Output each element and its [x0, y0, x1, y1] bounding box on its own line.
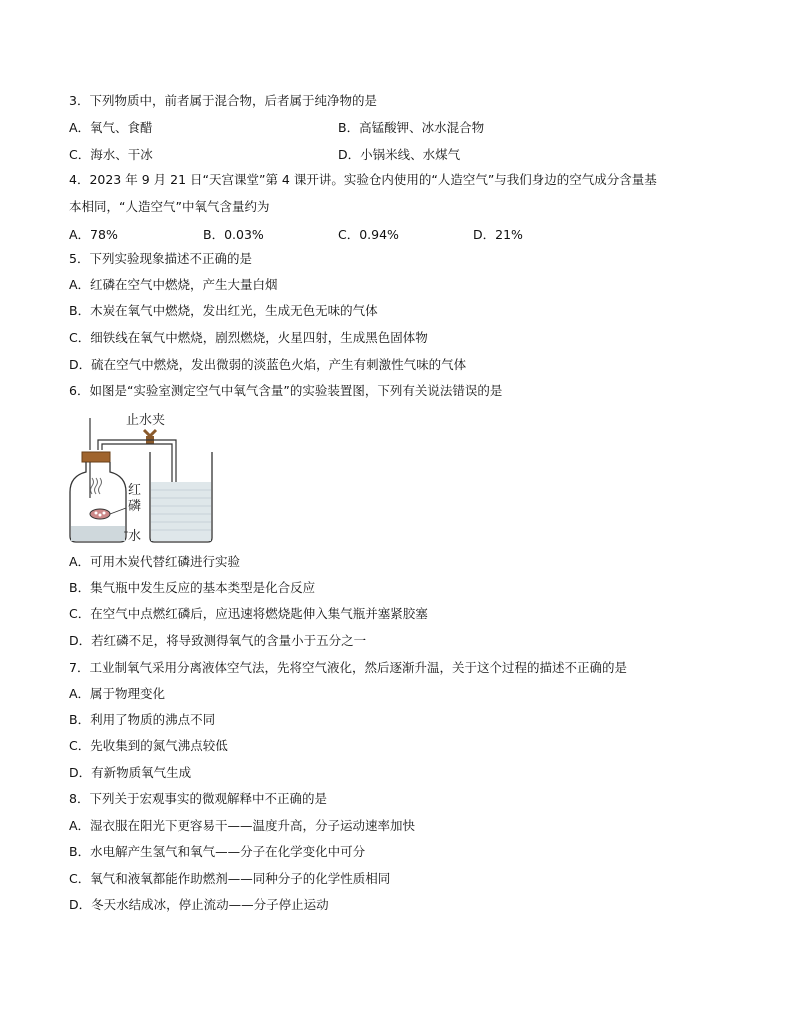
question-5-option-a: A．红磷在空气中燃烧，产生大量白烟: [69, 277, 278, 292]
question-7-option-b: B．利用了物质的沸点不同: [69, 712, 216, 727]
rubber-stopper: [82, 452, 110, 462]
question-6-option-c: C．在空气中点燃红磷后，应迅速将燃烧匙伸入集气瓶并塞紧胶塞: [69, 606, 428, 621]
question-8-option-d: D．冬天水结成冰，停止流动——分子停止运动: [69, 897, 329, 912]
question-3-stem: 3．下列物质中，前者属于混合物，后者属于纯净物的是: [69, 93, 377, 108]
question-4-option-d: D．21%: [473, 227, 523, 242]
question-6-option-a: A．可用木炭代替红磷进行实验: [69, 554, 241, 569]
red-label: 红: [128, 483, 142, 498]
question-4-option-b: B．0.03%: [203, 227, 264, 242]
oxygen-measurement-apparatus-diagram: [66, 410, 216, 546]
water-label: 水: [128, 529, 142, 544]
question-3-option-d: D．小锅米线、水煤气: [338, 147, 461, 162]
question-5-stem: 5．下列实验现象描述不正确的是: [69, 251, 252, 266]
question-7-option-d: D．有新物质氧气生成: [69, 765, 192, 780]
clamp-label: 止水夹: [126, 413, 166, 428]
question-6-option-b: B．集气瓶中发生反应的基本类型是化合反应: [69, 580, 316, 595]
phosphorus-label: 磷: [128, 499, 142, 514]
question-8-option-a: A．湿衣服在阳光下更容易干——温度升高，分子运动速率加快: [69, 818, 416, 833]
question-4-stem-line-2: 本相同，“人造空气”中氧气含量约为: [69, 199, 270, 214]
question-6-stem: 6．如图是“实验室测定空气中氧气含量”的实验装置图，下列有关说法错误的是: [69, 383, 503, 398]
question-4-option-a: A．78%: [69, 227, 118, 242]
question-3-option-b: B．高锰酸钾、冰水混合物: [338, 120, 485, 135]
question-3-option-c: C．海水、干冰: [69, 147, 153, 162]
question-4-option-c: C．0.94%: [338, 227, 399, 242]
bottle-water: [71, 526, 125, 541]
question-7-option-c: C．先收集到的氮气沸点较低: [69, 738, 228, 753]
question-3-option-a: A．氧气、食醋: [69, 120, 153, 135]
question-8-option-b: B．水电解产生氢气和氧气——分子在化学变化中可分: [69, 844, 366, 859]
smoke-icon: [91, 478, 94, 494]
question-8-stem: 8．下列关于宏观事实的微观解释中不正确的是: [69, 791, 327, 806]
question-8-option-c: C．氧气和液氧都能作助燃剂——同种分子的化学性质相同: [69, 871, 391, 886]
water-clamp-icon: [144, 430, 156, 444]
question-7-option-a: A．属于物理变化: [69, 686, 166, 701]
question-5-option-c: C．细铁线在氧气中燃烧，剧烈燃烧，火星四射，生成黑色固体物: [69, 330, 428, 345]
question-7-stem: 7．工业制氧气采用分离液体空气法，先将空气液化，然后逐渐升温，关于这个过程的描述不正确的是: [69, 660, 627, 675]
question-5-option-d: D．硫在空气中燃烧，发出微弱的淡蓝色火焰，产生有刺激性气味的气体: [69, 357, 467, 372]
beaker-water: [151, 482, 211, 541]
question-4-stem-line-1: 4．2023 年 9 月 21 日“天宫课堂”第 4 课开讲。实验仓内使用的“人造空气”与我们身边的空气成分含量基: [69, 172, 657, 187]
question-5-option-b: B．木炭在氧气中燃烧，发出红光，生成无色无味的气体: [69, 303, 378, 318]
question-6-option-d: D．若红磷不足，将导致测得氧气的含量小于五分之一: [69, 633, 367, 648]
